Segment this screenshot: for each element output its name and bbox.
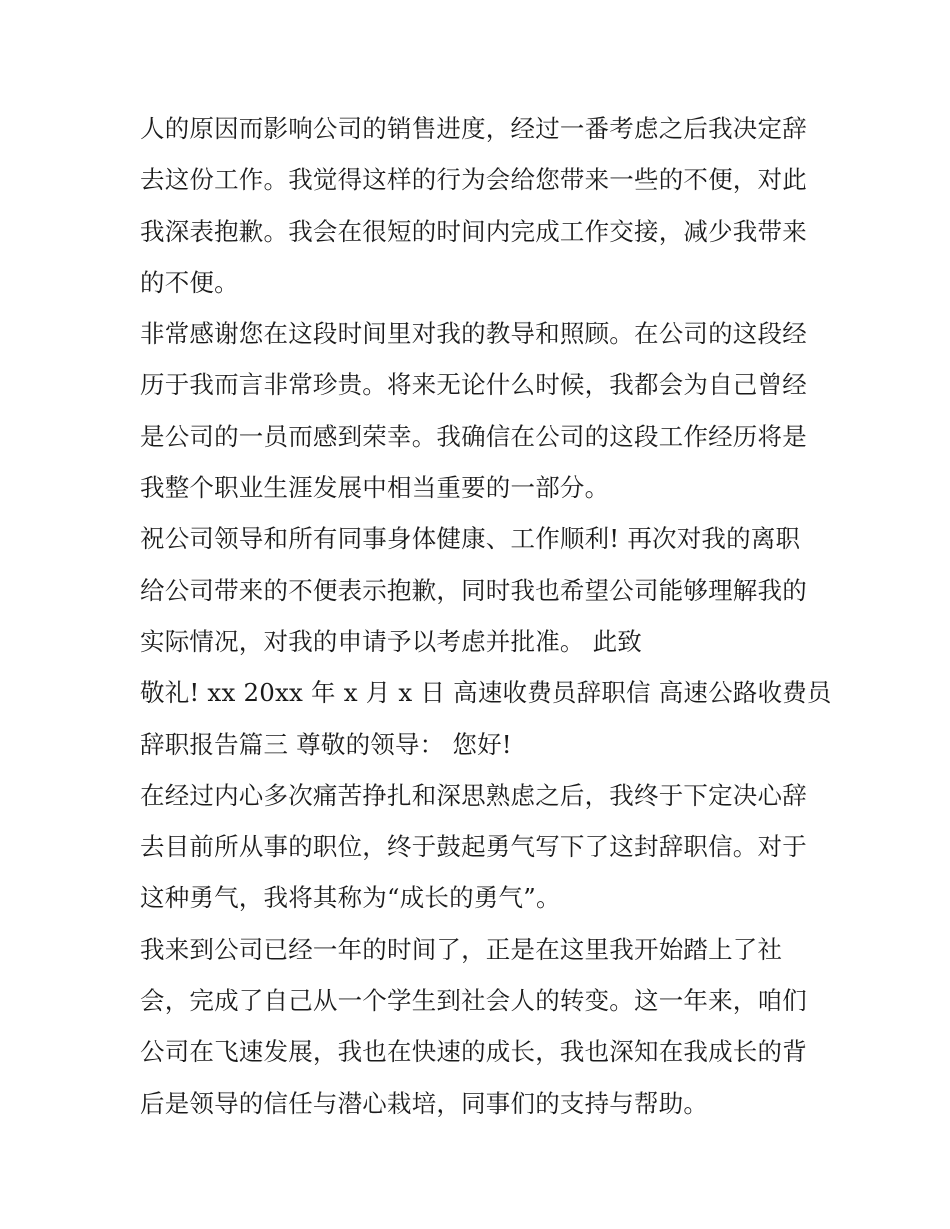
paragraph-2 — [140, 308, 820, 513]
text-line: 会，完成了自己从一个学生到社会人的转变。这一年来，咱们 — [140, 986, 807, 1016]
text-line: 敬礼! xx 20xx 年 x 月 x 日 高速收费员辞职信 高速公路收费员 — [140, 678, 832, 708]
text-line: 非常感谢您在这段时间里对我的教导和照顾。在公司的这段经 — [140, 319, 807, 349]
text-line: 的不便。 — [140, 267, 239, 297]
document-body — [140, 103, 832, 1129]
text-line: 祝公司领导和所有同事身体健康、工作顺利! 再次对我的离职 — [140, 524, 801, 554]
text-line: 是公司的一员而感到荣幸。我确信在公司的这段工作经历将是 — [140, 421, 807, 451]
text-line: 去这份工作。我觉得这样的行为会给您带来一些的不便，对此 — [140, 165, 807, 195]
text-line: 后是领导的信任与潜心栽培，同事们的支持与帮助。 — [140, 1088, 709, 1118]
text-line: 实际情况，对我的申请予以考虑并批准。 此致 — [140, 626, 642, 656]
paragraph-1 — [140, 103, 820, 308]
text-line: 这种勇气，我将其称为“成长的勇气”。 — [140, 883, 561, 913]
text-line: 公司在飞速发展，我也在快速的成长，我也深知在我成长的背 — [140, 1037, 807, 1067]
text-line: 人的原因而影响公司的销售进度，经过一番考虑之后我决定辞 — [140, 114, 807, 143]
text-line: 给公司带来的不便表示抱歉，同时我也希望公司能够理解我的 — [140, 575, 807, 605]
paragraph-3 — [140, 513, 832, 769]
text-line: 在经过内心多次痛苦挣扎和深思熟虑之后，我终于下定决心辞 — [140, 780, 807, 810]
paragraph-4 — [140, 770, 820, 924]
text-line: 我来到公司已经一年的时间了，正是在这里我开始踏上了社 — [140, 934, 783, 964]
text-line: 我深表抱歉。我会在很短的时间内完成工作交接，减少我带来 — [140, 216, 807, 246]
text-line: 我整个职业生涯发展中相当重要的一部分。 — [140, 473, 610, 503]
text-line: 历于我而言非常珍贵。将来无论什么时候，我都会为自己曾经 — [140, 370, 807, 400]
text-line: 辞职报告篇三 尊敬的领导： 您好! — [140, 729, 512, 759]
paragraph-5 — [140, 924, 820, 1129]
text-line: 去目前所从事的职位，终于鼓起勇气写下了这封辞职信。对于 — [140, 832, 807, 862]
